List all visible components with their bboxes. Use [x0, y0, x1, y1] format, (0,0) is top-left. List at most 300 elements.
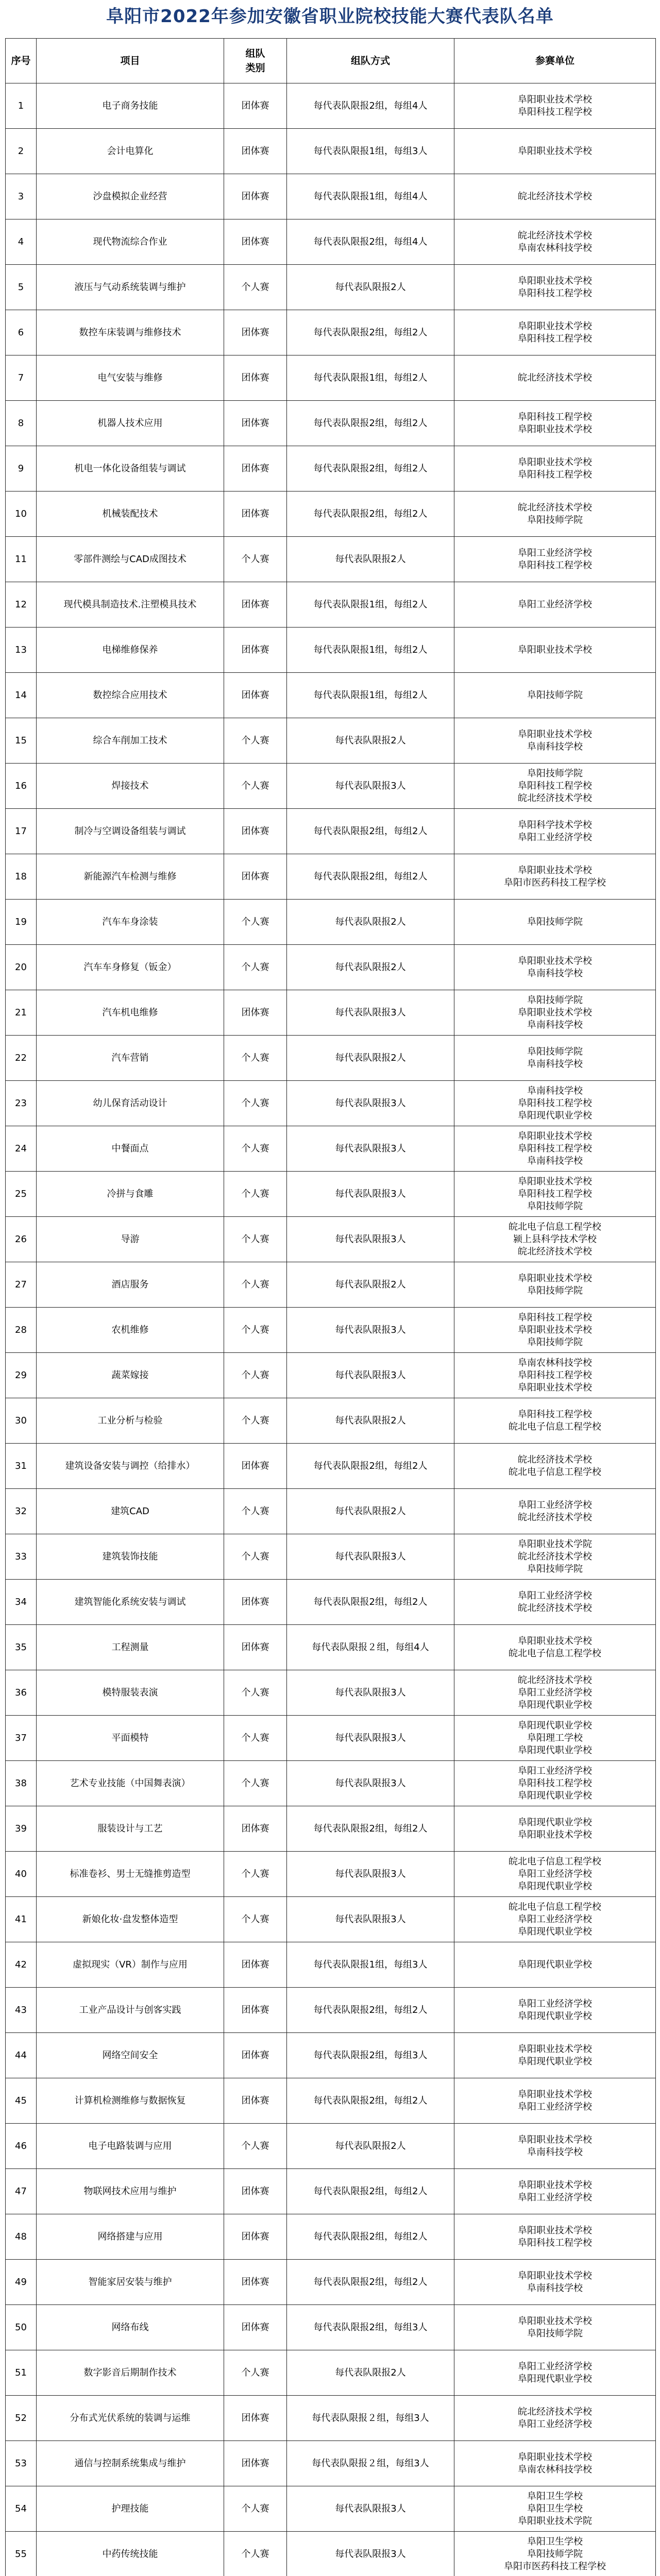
unit-name: 阜南科技学校: [527, 1085, 583, 1096]
row-method: 每代表队限报2组，每组2人: [287, 2214, 454, 2260]
row-method: 每代表队限报1组，每组2人: [287, 673, 454, 718]
unit-name: 阜阳科技工程学校: [518, 1369, 592, 1381]
unit-name: 阜阳工业经济学校: [518, 599, 592, 610]
row-type: 团体赛: [224, 1942, 287, 1988]
table-row: [6, 809, 656, 854]
unit-name: 阜阳职业技术学校: [518, 2134, 592, 2145]
table-row: [6, 1670, 656, 1716]
row-units: [454, 1897, 656, 1942]
row-type: 个人赛: [224, 900, 287, 945]
unit-name: 阜阳技师学院: [527, 1285, 583, 1296]
row-type: 个人赛: [224, 1217, 287, 1262]
unit-name: 阜阳现代职业学校: [518, 1699, 592, 1710]
row-project: 电气安装与维修: [37, 355, 224, 401]
table-row: [6, 1126, 656, 1172]
row-method: 每代表队限报2组，每组2人: [287, 446, 454, 492]
table-row: [6, 1625, 656, 1670]
table-row: [6, 2169, 656, 2214]
table-row: [6, 628, 656, 673]
row-project: 制冷与空调设备组装与调试: [37, 809, 224, 854]
row-no: 48: [6, 2214, 37, 2260]
table-row: [6, 1081, 656, 1126]
table-row: [6, 673, 656, 718]
row-no: 38: [6, 1761, 37, 1806]
row-no: 43: [6, 1988, 37, 2033]
table-body: [6, 83, 656, 2576]
row-type: 团体赛: [224, 2033, 287, 2078]
unit-name: 皖北经济技术学校: [518, 502, 592, 513]
unit-name: 阜阳工业经济学校: [518, 2418, 592, 2430]
table-row: [6, 1534, 656, 1580]
unit-name: 阜阳科技工程学校: [518, 780, 592, 791]
row-type: 团体赛: [224, 2169, 287, 2214]
unit-name: 阜阳科技工程学校: [518, 1409, 592, 1420]
row-type: 个人赛: [224, 2486, 287, 2532]
unit-name: 阜阳工业经济学校: [518, 1913, 592, 1925]
row-units: [454, 1988, 656, 2033]
unit-name: 阜阳现代职业学校: [518, 1817, 592, 1828]
row-method: 每代表队限报2组，每组2人: [287, 310, 454, 355]
row-type: 团体赛: [224, 1580, 287, 1625]
unit-name: 阜阳科技工程学校: [518, 2237, 592, 2248]
header-units: 参赛单位: [454, 39, 656, 83]
row-no: 33: [6, 1534, 37, 1580]
row-method: 每代表队限报3人: [287, 1308, 454, 1353]
table-row: [6, 174, 656, 219]
unit-name: 阜阳科学技术学校: [518, 819, 592, 831]
table-row: [6, 990, 656, 1036]
table-row: [6, 2260, 656, 2305]
row-units: [454, 1126, 656, 1172]
row-method: 每代表队限报２组，每组4人: [287, 1625, 454, 1670]
unit-name: 皖北电子信息工程学校: [509, 1648, 601, 1659]
row-project: 平面模特: [37, 1716, 224, 1761]
table-row: [6, 492, 656, 537]
row-project: 工业分析与检验: [37, 1398, 224, 1444]
table-row: [6, 1489, 656, 1534]
row-method: 每代表队限报2人: [287, 900, 454, 945]
unit-name: 阜阳职业技术学校: [518, 94, 592, 105]
row-units: [454, 2350, 656, 2396]
unit-name: 阜阳技师学院: [527, 1200, 583, 1212]
row-project: 数字影音后期制作技术: [37, 2350, 224, 2396]
row-method: 每代表队限报2组，每组2人: [287, 401, 454, 446]
table-row: [6, 1988, 656, 2033]
unit-name: 阜阳职业技术学校: [518, 1176, 592, 1187]
row-project: 汽车车身修复（钣金）: [37, 945, 224, 990]
table-row: [6, 854, 656, 900]
unit-name: 阜阳工业经济学校: [518, 1765, 592, 1776]
table-row: [6, 1806, 656, 1852]
row-project: 数控综合应用技术: [37, 673, 224, 718]
row-type: 个人赛: [224, 2124, 287, 2169]
unit-name: 颍上县科学技术学校: [513, 1233, 597, 1245]
row-project: 建筑CAD: [37, 1489, 224, 1534]
row-units: [454, 628, 656, 673]
table-row: [6, 2214, 656, 2260]
row-type: 团体赛: [224, 492, 287, 537]
row-method: 每代表队限报1组，每组2人: [287, 355, 454, 401]
row-project: 电梯维修保养: [37, 628, 224, 673]
row-type: 个人赛: [224, 945, 287, 990]
unit-name: 阜阳职业技术学校: [518, 1829, 592, 1840]
row-no: 23: [6, 1081, 37, 1126]
unit-name: 皖北经济技术学校: [518, 1551, 592, 1562]
row-no: 51: [6, 2350, 37, 2396]
row-type: 个人赛: [224, 1036, 287, 1081]
row-units: [454, 1398, 656, 1444]
row-project: 新娘化妆·盘发整体造型: [37, 1897, 224, 1942]
row-units: [454, 1942, 656, 1988]
table-row: [6, 1036, 656, 1081]
table-row: [6, 537, 656, 582]
row-method: 每代表队限报2人: [287, 265, 454, 310]
unit-name: 阜阳工业经济学校: [518, 1998, 592, 2009]
row-project: 机电一体化设备组装与调试: [37, 446, 224, 492]
unit-name: 阜阳现代职业学校: [518, 2056, 592, 2067]
row-type: 团体赛: [224, 2396, 287, 2441]
row-method: 每代表队限报3人: [287, 1081, 454, 1126]
row-method: 每代表队限报3人: [287, 1172, 454, 1217]
row-units: [454, 265, 656, 310]
row-project: 服装设计与工艺: [37, 1806, 224, 1852]
row-method: 每代表队限报2组，每组4人: [287, 219, 454, 265]
row-no: 47: [6, 2169, 37, 2214]
unit-name: 阜阳职业技术学校: [518, 955, 592, 967]
row-type: 团体赛: [224, 401, 287, 446]
unit-name: 阜阳现代职业学校: [518, 2010, 592, 2022]
header-type-line2: 类别: [245, 62, 265, 74]
table-row: [6, 1761, 656, 1806]
unit-name: 阜阳工业经济学校: [518, 2361, 592, 2372]
row-units: [454, 1489, 656, 1534]
row-type: 团体赛: [224, 854, 287, 900]
row-units: [454, 492, 656, 537]
row-no: 4: [6, 219, 37, 265]
unit-name: 阜阳工业经济学校: [518, 1687, 592, 1698]
row-project: 零部件测绘与CAD成图技术: [37, 537, 224, 582]
row-method: 每代表队限报2人: [287, 2350, 454, 2396]
table-row: [6, 1897, 656, 1942]
row-project: 综合车削加工技术: [37, 718, 224, 764]
row-no: 50: [6, 2305, 37, 2350]
unit-name: 阜阳工业经济学校: [518, 1499, 592, 1511]
unit-name: 皖北电子信息工程学校: [509, 1466, 601, 1478]
row-no: 29: [6, 1353, 37, 1398]
row-no: 34: [6, 1580, 37, 1625]
unit-name: 阜阳市医药科技工程学校: [504, 877, 606, 888]
row-method: 每代表队限报2人: [287, 1489, 454, 1534]
row-no: 25: [6, 1172, 37, 1217]
row-units: [454, 2532, 656, 2576]
row-method: 每代表队限报3人: [287, 990, 454, 1036]
row-method: 每代表队限报２组，每组3人: [287, 2441, 454, 2486]
row-method: 每代表队限报3人: [287, 1534, 454, 1580]
unit-name: 阜阳现代职业学校: [518, 1880, 592, 1892]
unit-name: 阜阳职业技术学院: [518, 2515, 592, 2527]
row-project: 标准卷衫、男士无缝推剪造型: [37, 1852, 224, 1897]
row-project: 机器人技术应用: [37, 401, 224, 446]
unit-name: 阜阳科技工程学校: [518, 333, 592, 344]
row-method: 每代表队限报3人: [287, 1852, 454, 1897]
unit-name: 阜阳现代职业学校: [518, 1959, 592, 1970]
table-row: [6, 265, 656, 310]
row-no: 39: [6, 1806, 37, 1852]
row-units: [454, 2124, 656, 2169]
row-type: 团体赛: [224, 310, 287, 355]
row-method: 每代表队限报2组，每组3人: [287, 2305, 454, 2350]
table-row: [6, 1308, 656, 1353]
row-units: [454, 1716, 656, 1761]
row-method: 每代表队限报3人: [287, 1897, 454, 1942]
row-units: [454, 1852, 656, 1897]
row-no: 26: [6, 1217, 37, 1262]
row-units: [454, 1444, 656, 1489]
table-row: [6, 310, 656, 355]
row-method: 每代表队限报3人: [287, 1761, 454, 1806]
row-type: 个人赛: [224, 1534, 287, 1580]
unit-name: 阜阳职业技术学校: [518, 2043, 592, 2055]
row-no: 18: [6, 854, 37, 900]
row-no: 53: [6, 2441, 37, 2486]
table-row: [6, 1353, 656, 1398]
row-no: 44: [6, 2033, 37, 2078]
row-units: [454, 219, 656, 265]
unit-name: 皖北经济技术学校: [518, 2406, 592, 2417]
row-units: [454, 1534, 656, 1580]
row-project: 计算机检测维修与数据恢复: [37, 2078, 224, 2124]
row-no: 2: [6, 129, 37, 174]
row-method: 每代表队限报2组，每组2人: [287, 2078, 454, 2124]
row-type: 个人赛: [224, 718, 287, 764]
row-project: 农机维修: [37, 1308, 224, 1353]
row-units: [454, 1308, 656, 1353]
row-no: 19: [6, 900, 37, 945]
unit-name: 皖北经济技术学校: [518, 1246, 592, 1257]
row-project: 蔬菜嫁接: [37, 1353, 224, 1398]
unit-name: 阜阳科技工程学校: [518, 106, 592, 117]
row-units: [454, 1580, 656, 1625]
table-row: [6, 401, 656, 446]
row-project: 网络布线: [37, 2305, 224, 2350]
unit-name: 阜阳科技工程学校: [518, 1188, 592, 1199]
table-row: [6, 582, 656, 628]
row-units: [454, 1625, 656, 1670]
row-project: 沙盘模拟企业经营: [37, 174, 224, 219]
table-row: [6, 2532, 656, 2576]
table-row: [6, 2486, 656, 2532]
row-units: [454, 2033, 656, 2078]
row-units: [454, 2169, 656, 2214]
row-project: 建筑设备安装与调控（给排水）: [37, 1444, 224, 1489]
row-type: 个人赛: [224, 537, 287, 582]
unit-name: 阜阳技师学院: [527, 768, 583, 779]
row-method: 每代表队限报2组，每组2人: [287, 1988, 454, 2033]
row-type: 个人赛: [224, 1398, 287, 1444]
row-units: [454, 945, 656, 990]
row-project: 幼儿保育活动设计: [37, 1081, 224, 1126]
row-units: [454, 582, 656, 628]
row-type: 团体赛: [224, 582, 287, 628]
row-no: 15: [6, 718, 37, 764]
row-project: 焊接技术: [37, 764, 224, 809]
table-row: [6, 1942, 656, 1988]
unit-name: 阜阳技师学院: [527, 916, 583, 927]
row-method: 每代表队限报3人: [287, 1217, 454, 1262]
row-method: 每代表队限报3人: [287, 2532, 454, 2576]
row-method: 每代表队限报2组，每组2人: [287, 2260, 454, 2305]
row-no: 27: [6, 1262, 37, 1308]
unit-name: 阜阳技师学院: [527, 994, 583, 1006]
row-project: 建筑装饰技能: [37, 1534, 224, 1580]
header-method: 组队方式: [287, 39, 454, 83]
row-units: [454, 2260, 656, 2305]
row-units: [454, 2305, 656, 2350]
row-type: 团体赛: [224, 628, 287, 673]
unit-name: 阜阳科技工程学校: [518, 1097, 592, 1109]
unit-name: 皖北电子信息工程学校: [509, 1221, 601, 1232]
row-units: [454, 1036, 656, 1081]
unit-name: 阜阳职业技术学校: [518, 1635, 592, 1647]
row-method: 每代表队限报2人: [287, 1036, 454, 1081]
header-type: [224, 39, 287, 83]
row-method: 每代表队限报3人: [287, 764, 454, 809]
row-no: 7: [6, 355, 37, 401]
row-type: 团体赛: [224, 1444, 287, 1489]
unit-name: 阜阳卫生学校: [527, 2536, 583, 2547]
row-project: 分布式光伏系统的装调与运维: [37, 2396, 224, 2441]
row-units: [454, 2214, 656, 2260]
row-no: 52: [6, 2396, 37, 2441]
row-type: 个人赛: [224, 1172, 287, 1217]
unit-name: 阜南科技学校: [527, 741, 583, 752]
row-units: [454, 854, 656, 900]
row-project: 汽车车身涂装: [37, 900, 224, 945]
unit-name: 阜阳职业技术学校: [518, 2089, 592, 2100]
row-no: 8: [6, 401, 37, 446]
unit-name: 阜阳科技工程学校: [518, 287, 592, 299]
row-units: [454, 83, 656, 129]
unit-name: 阜阳职业技术学校: [518, 728, 592, 740]
row-method: 每代表队限报2人: [287, 1262, 454, 1308]
row-project: 电子商务技能: [37, 83, 224, 129]
unit-name: 阜阳职业技术学院: [518, 1538, 592, 1550]
row-method: 每代表队限报2人: [287, 718, 454, 764]
row-type: 团体赛: [224, 2305, 287, 2350]
header-row: [6, 39, 656, 83]
row-type: 个人赛: [224, 1081, 287, 1126]
row-project: 中餐面点: [37, 1126, 224, 1172]
row-type: 团体赛: [224, 355, 287, 401]
row-units: [454, 537, 656, 582]
row-type: 个人赛: [224, 1489, 287, 1534]
row-method: 每代表队限报2组，每组3人: [287, 2033, 454, 2078]
row-no: 24: [6, 1126, 37, 1172]
table-row: [6, 2396, 656, 2441]
unit-name: 阜阳卫生学校: [527, 2490, 583, 2502]
row-units: [454, 1670, 656, 1716]
table-row: [6, 1172, 656, 1217]
row-no: 17: [6, 809, 37, 854]
unit-name: 阜阳工业经济学校: [518, 547, 592, 558]
unit-name: 阜阳科技工程学校: [518, 469, 592, 480]
row-type: 团体赛: [224, 2214, 287, 2260]
row-project: 网络空间安全: [37, 2033, 224, 2078]
unit-name: 阜阳技师学院: [527, 2328, 583, 2339]
row-no: 42: [6, 1942, 37, 1988]
row-method: 每代表队限报2人: [287, 537, 454, 582]
unit-name: 阜阳职业技术学校: [518, 1130, 592, 1142]
row-method: 每代表队限报2组，每组2人: [287, 1806, 454, 1852]
row-units: [454, 1806, 656, 1852]
unit-name: 阜阳技师学院: [527, 1563, 583, 1574]
row-method: 每代表队限报1组，每组2人: [287, 582, 454, 628]
row-project: 通信与控制系统集成与维护: [37, 2441, 224, 2486]
row-method: 每代表队限报1组，每组2人: [287, 628, 454, 673]
row-project: 物联网技术应用与维护: [37, 2169, 224, 2214]
row-type: 个人赛: [224, 1716, 287, 1761]
unit-name: 阜阳职业技术学校: [518, 2179, 592, 2191]
unit-name: 阜南农林科技学校: [518, 2464, 592, 2475]
row-method: 每代表队限报3人: [287, 1126, 454, 1172]
unit-name: 阜阳现代职业学校: [518, 1720, 592, 1731]
unit-name: 皖北经济技术学校: [518, 1512, 592, 1523]
row-type: 团体赛: [224, 673, 287, 718]
row-units: [454, 809, 656, 854]
row-no: 55: [6, 2532, 37, 2576]
row-project: 建筑智能化系统安装与调试: [37, 1580, 224, 1625]
unit-name: 皖北经济技术学校: [518, 191, 592, 202]
row-units: [454, 990, 656, 1036]
row-units: [454, 1081, 656, 1126]
unit-name: 阜阳卫生学校: [527, 2503, 583, 2514]
unit-name: 阜阳技师学院: [527, 2548, 583, 2560]
unit-name: 皖北经济技术学校: [518, 230, 592, 241]
row-project: 工业产品设计与创客实践: [37, 1988, 224, 2033]
row-units: [454, 446, 656, 492]
unit-name: 阜阳职业技术学校: [518, 1007, 592, 1018]
row-project: 酒店服务: [37, 1262, 224, 1308]
row-units: [454, 129, 656, 174]
table-row: [6, 1262, 656, 1308]
unit-name: 皖北经济技术学校: [518, 1454, 592, 1465]
row-no: 11: [6, 537, 37, 582]
row-no: 20: [6, 945, 37, 990]
row-type: 团体赛: [224, 174, 287, 219]
table-row: [6, 219, 656, 265]
row-units: [454, 673, 656, 718]
unit-name: 阜阳职业技术学校: [518, 1273, 592, 1284]
unit-name: 阜阳职业技术学校: [518, 1324, 592, 1335]
row-method: 每代表队限报2组，每组2人: [287, 1580, 454, 1625]
row-project: 会计电算化: [37, 129, 224, 174]
row-units: [454, 174, 656, 219]
unit-name: 皖北电子信息工程学校: [509, 1421, 601, 1432]
row-type: 个人赛: [224, 1262, 287, 1308]
header-project: 项目: [37, 39, 224, 83]
row-method: 每代表队限报2组，每组2人: [287, 492, 454, 537]
row-type: 个人赛: [224, 1353, 287, 1398]
row-no: 49: [6, 2260, 37, 2305]
table-row: [6, 2350, 656, 2396]
table-row: [6, 446, 656, 492]
unit-name: 皖北经济技术学校: [518, 372, 592, 383]
row-project: 中药传统技能: [37, 2532, 224, 2576]
row-no: 45: [6, 2078, 37, 2124]
unit-name: 阜阳市医药科技工程学校: [504, 2561, 606, 2572]
table-row: [6, 2305, 656, 2350]
unit-name: 阜南科技学校: [527, 968, 583, 979]
